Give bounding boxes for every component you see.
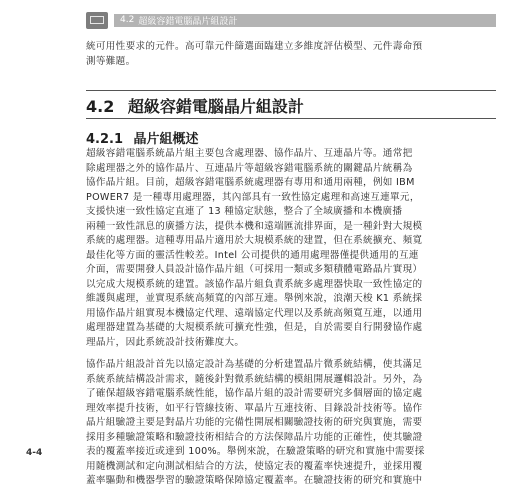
text-line: 處理器建置為基礎的大規模系統可擴充性強，但是，自於需要自行開發協作處: [86, 322, 423, 333]
text-line: 測等難題。: [86, 55, 136, 67]
header-chapter-title: 超級容錯電腦晶片組設計: [138, 16, 238, 27]
paragraph-1: [86, 147, 486, 350]
text-line: 介面，需要開發人員設計協作晶片組（可採用一類或多類積體電路晶片實現）: [86, 264, 423, 275]
text-line: 表的覆蓋率接近或達到 100%。舉例來說，在驗證策略的研究和實施中需要採: [86, 446, 425, 457]
section-heading: [86, 94, 486, 117]
page-number: 4-4: [26, 448, 43, 458]
text-line: 用協作晶片組實現本機協定代理、遠端協定代理以及系統高頻寬互連，以通用: [86, 307, 423, 319]
text-line: 超級容錯電腦系統晶片組主要包含處理器、協作晶片、互連晶片等。通常把: [86, 148, 413, 159]
header-chapter-number: 4.2: [120, 15, 135, 25]
text-line: 了確保超級容錯電腦系統性能，協作晶片組的設計需要研究多個層面的協定處: [86, 388, 423, 399]
subsection-title: 晶片組概述: [133, 132, 199, 147]
text-line: 採用多種驗證策略和驗證技術相結合的方法保障晶片功能的正確性，使其驗證: [86, 431, 423, 443]
paragraph-2: [86, 358, 486, 489]
text-line: 系統的處理器。這種專用晶片適用於大規模系統的建置，但在系統擴充、頻寬: [86, 235, 423, 246]
section-rule-top: [86, 90, 496, 91]
monitor-icon: [86, 12, 108, 29]
text-line: 支援快速一致性協定直連了 13 種協定狀態，整合了全域廣播和本機廣播: [86, 206, 403, 217]
text-line: 除處理器之外的協作晶片、互連晶片等超級容錯電腦系統的關鍵晶片統稱為: [86, 162, 413, 174]
text-line: 以完成大規模系統的建置。該協作晶片組負責系統多處理器快取一致性協定的: [86, 278, 423, 290]
text-line: 理晶片，因此系統設計技術難度大。: [86, 336, 245, 348]
text-line: 晶片組驗證主要是對晶片功能的完備性開展相關驗證技術的研究與實施，需要: [86, 417, 423, 428]
text-line: 最佳化等方面的靈活性較差。Intel 公司提供的通用處理器僅提供通用的互連: [86, 249, 419, 261]
text-line: POWER7 是一種專用處理器，其內部具有一致性協定處理和高速互連單元，: [86, 191, 420, 203]
text-line: 協作晶片組。目前，超級容錯電腦系統處理器有專用和通用兩種，例如 IBM: [86, 177, 415, 188]
text-line: 用隨機測試和定向測試相結合的方法，使協定表的覆蓋率快速提升，並採用覆: [86, 460, 423, 472]
subsection-heading: [86, 128, 486, 147]
subsection-number: 4.2.1: [86, 132, 124, 147]
text-line: 理效率提升技術，如平行管線技術、單晶片互連技術、目錄設計技術等。協作: [86, 402, 423, 414]
text-line: 統可用性要求的元件。高可靠元件篩選面臨建立多維度評估模型、元件壽命預: [86, 41, 423, 52]
running-header-bar: [114, 14, 496, 27]
section-number: 4.2: [86, 97, 115, 116]
text-line: 維護與處理，並實現系統高頻寬的內部互連。舉例來說，浪潮天梭 K1 系統採: [86, 293, 423, 304]
section-title: 超級容錯電腦晶片組設計: [127, 97, 304, 116]
running-header: [86, 8, 496, 32]
section-rule-bottom: [86, 118, 496, 119]
text-line: 兩種一致性訊息的廣播方法，提供本機和遠端匯流排界面，是一種針對大規模: [86, 220, 423, 232]
text-line: 蓋率驅動和機器學習的驗證策略保障協定覆蓋率。在驗證技術的研究和實施中: [86, 475, 423, 486]
text-line: 系統系統結構設計需求，隨後針對微系統結構的模組開展邏輯設計。另外，為: [86, 373, 423, 385]
text-line: 協作晶片組設計首先以協定設計為基礎的分析建置晶片微系統結構，使其滿足: [86, 359, 423, 370]
intro-paragraph: [86, 40, 486, 69]
